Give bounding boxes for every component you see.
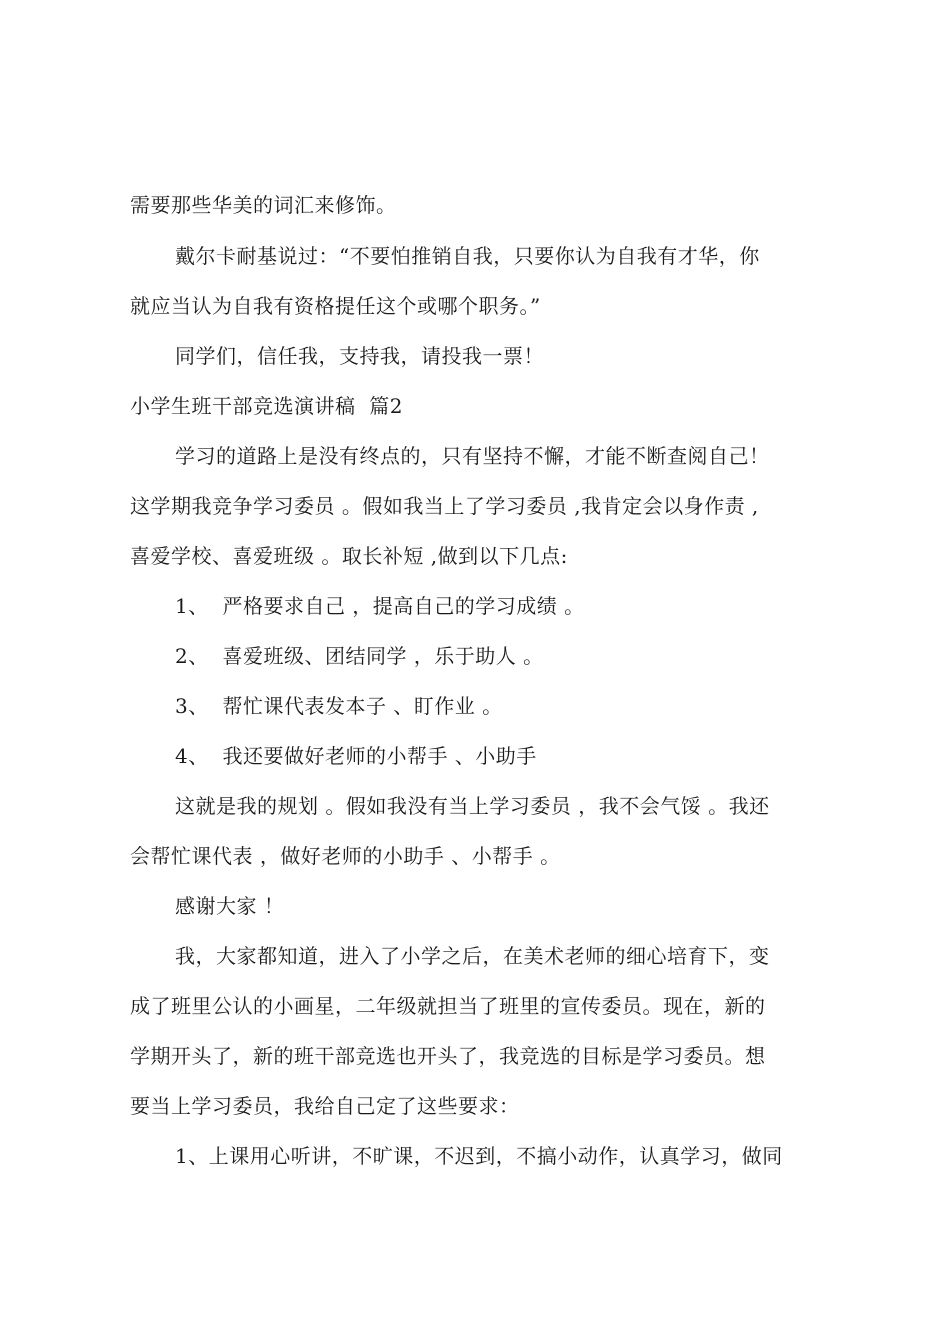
text-line: 就应当认为自我有资格提任这个或哪个职务。” xyxy=(130,294,541,318)
text-line: 我，大家都知道，进入了小学之后，在美术老师的细心培育下，变 xyxy=(175,944,770,968)
list-item: 4、 我还要做好老师的小帮手 、小助手 xyxy=(175,744,537,768)
text-line: 这就是我的规划 。假如我没有当上学习委员 ，我不会气馁 。我还 xyxy=(175,794,770,818)
text-line: 成了班里公认的小画星，二年级就担当了班里的宣传委员。现在，新的 xyxy=(130,994,766,1018)
list-item: 2、 喜爱班级、团结同学 ，乐于助人 。 xyxy=(175,644,544,668)
text-line: 学习的道路上是没有终点的，只有坚持不懈，才能不断查阅自己！ xyxy=(175,444,770,468)
text-line: 戴尔卡耐基说过：“不要怕推销自我，只要你认为自我有才华，你 xyxy=(175,244,760,268)
list-item: 1、 严格要求自己 ，提高自己的学习成绩 。 xyxy=(175,594,585,618)
text-line: 1、上课用心听讲，不旷课，不迟到，不搞小动作，认真学习，做同 xyxy=(175,1144,783,1168)
text-line: 会帮忙课代表 ，做好老师的小助手 、小帮手 。 xyxy=(130,844,561,868)
section-heading: 小学生班干部竞选演讲稿 篇2 xyxy=(130,394,403,418)
text-line: 同学们，信任我，支持我，请投我一票！ xyxy=(175,344,544,368)
text-line: 学期开头了，新的班干部竞选也开头了，我竞选的目标是学习委员。想 xyxy=(130,1044,766,1068)
list-item: 3、 帮忙课代表发本子 、盯作业 。 xyxy=(175,694,503,718)
text-line: 要当上学习委员，我给自己定了这些要求： xyxy=(130,1094,520,1118)
text-line: 这学期我竞争学习委员 。假如我当上了学习委员 ,我肯定会以身作责 , xyxy=(130,494,759,518)
text-line: 需要那些华美的词汇来修饰。 xyxy=(130,193,397,217)
text-line: 感谢大家 ！ xyxy=(175,894,285,918)
text-line: 喜爱学校、喜爱班级 。取长补短 ,做到以下几点: xyxy=(130,544,568,568)
